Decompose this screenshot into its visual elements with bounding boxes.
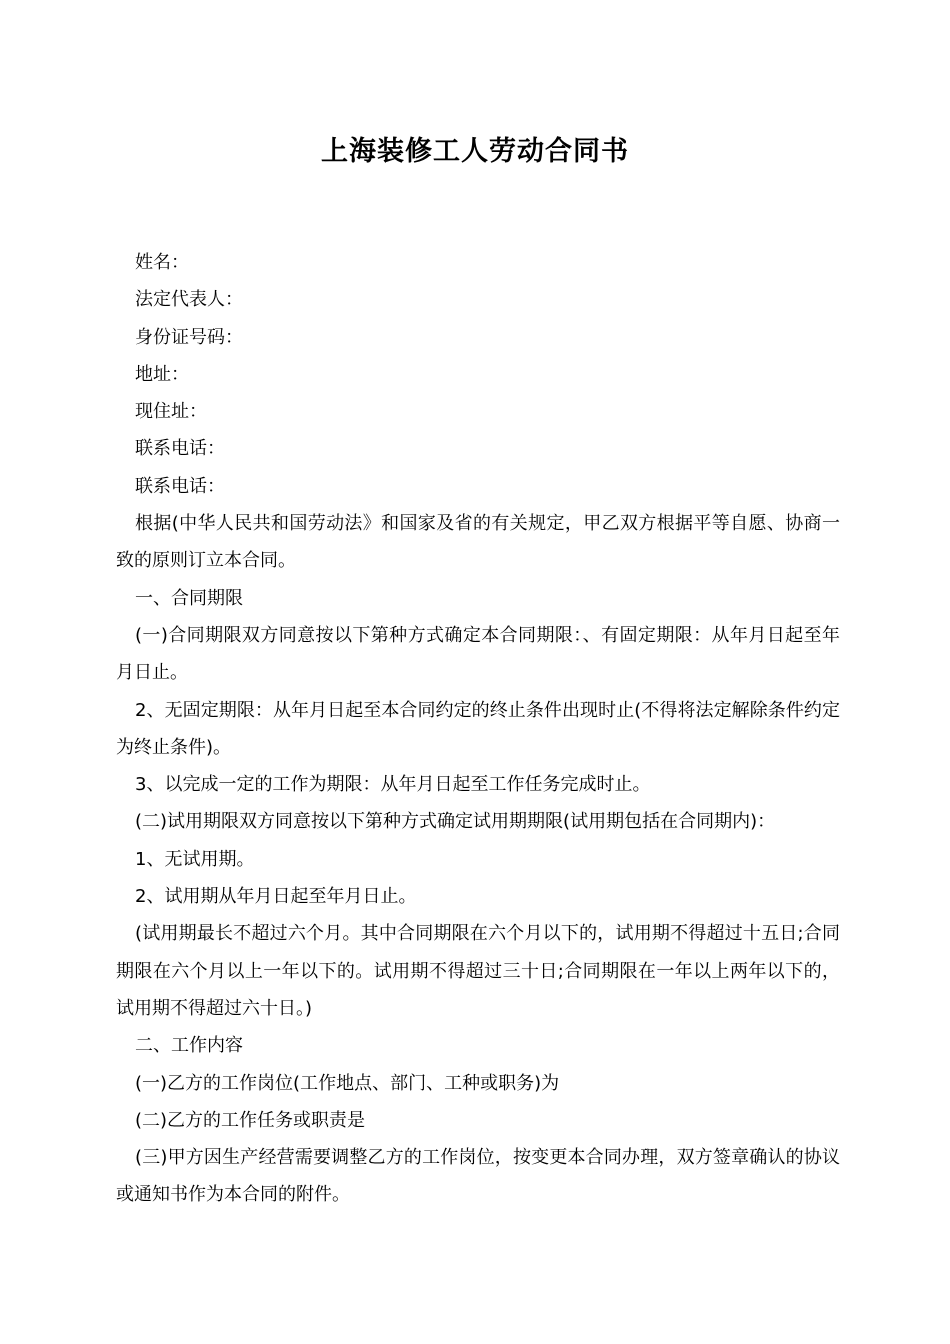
section-heading-work-content: 二、工作内容 — [135, 1035, 243, 1057]
clause-note-paragraph: (试用期最长不超过六个月。其中合同期限在六个月以下的，试用期不得超过十五日;合同期限在六个月以上一年以下的。试用期不得超过三十日;合同期限在一年以上两年以下的，试用期不得超过六十日。) — [116, 923, 840, 1019]
section-heading-contract-term: 一、合同期限 — [135, 587, 243, 609]
clause-paragraph: (三)甲方因生产经营需要调整乙方的工作岗位，按变更本合同办理，双方签章确认的协议或通知书作为本合同的附件。 — [116, 1147, 840, 1206]
field-phone-1: 联系电话： — [135, 438, 225, 460]
preamble-paragraph: 根据(中华人民共和国劳动法》和国家及省的有关规定，甲乙双方根据平等自愿、协商一致的原则订立本合同。 — [116, 513, 840, 572]
field-id-number: 身份证号码： — [135, 326, 243, 348]
clause-paragraph: (二)乙方的工作任务或职责是 — [135, 1109, 366, 1131]
clause-paragraph: (二)试用期限双方同意按以下第种方式确定试用期期限(试用期包括在合同期内)： — [135, 811, 776, 833]
document-title: 上海装修工人劳动合同书 — [321, 136, 629, 167]
clause-paragraph: 3、以完成一定的工作为期限：从年月日起至工作任务完成时止。 — [135, 774, 651, 796]
clause-paragraph: 1、无试用期。 — [135, 848, 255, 870]
field-legal-representative: 法定代表人： — [135, 289, 243, 311]
field-name: 姓名： — [135, 252, 189, 273]
document-body — [116, 244, 840, 1214]
field-address: 地址： — [135, 363, 189, 385]
clause-paragraph: 2、试用期从年月日起至年月日止。 — [135, 886, 417, 908]
clause-paragraph: (一)乙方的工作岗位(工作地点、部门、工种或职务)为 — [135, 1072, 560, 1094]
clause-paragraph: 2、无固定期限：从年月日起至本合同约定的终止条件出现时止(不得将法定解除条件约定为终止条件)。 — [116, 699, 840, 758]
clause-paragraph: (一)合同期限双方同意按以下第种方式确定本合同期限：、有固定期限：从年月日起至年月日止。 — [116, 624, 840, 684]
field-phone-2: 联系电话： — [135, 475, 225, 497]
field-current-address: 现住址： — [135, 401, 207, 423]
